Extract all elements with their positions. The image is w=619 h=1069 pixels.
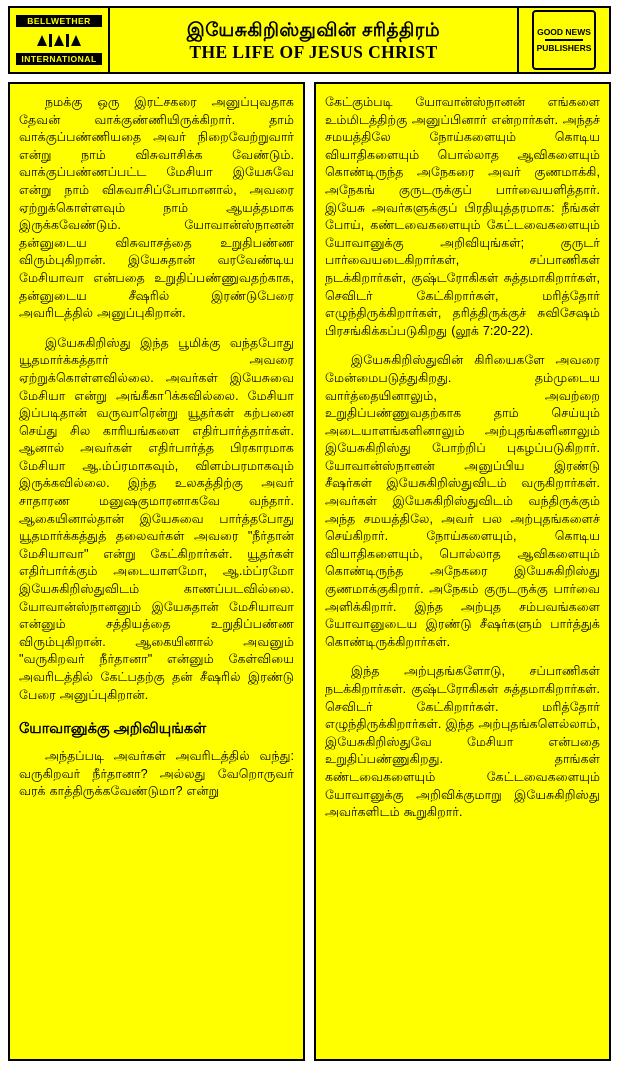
page-title-tamil: இயேசுகிறிஸ்துவின் சரித்திரம் — [186, 19, 441, 40]
page-title — [110, 8, 517, 72]
torch-icon — [16, 28, 102, 52]
paragraph: நமக்கு ஒரு இரட்சகரை அனுப்புவதாக தேவன் வாக்குண்ணியிருக்கிறார். தாம் வாக்குப்பண்ணியதை அவர் நிறைவேற்றுவார் என்று நாம் விசுவாசிக்க வேண்டும். வாக்குப்பண்ணப்பட்ட மேசியா இயேசுவே என்று நாம் விசுவாசிப்போமானால், அவரை ஏற்றுக்கொள்ளவும் நாம் ஆயத்தமாக இருக்கவேண்டும். யோவான்ஸ்நானன் தன்னுடைய விசுவாசத்தை உறுதிபண்ண விரும்புகிறான். இயேசுதான் வரவேண்டிய மேசியாவா என்பதை உறுதிப்பண்ணுவதற்காக, தன்னுடைய சீஷரில் இரண்டுபேரை அவரிடத்தில் அனுப்புகிறான். — [19, 95, 294, 321]
paragraph: அந்தப்படி அவர்கள் அவரிடத்தில் வந்து: வருகிறவர் நீர்தானா? அல்லது வேறொருவர் வரக் காத்திருக்கவேண்டுமா? என்று — [19, 749, 294, 799]
paragraph: இயேசுகிறிஸ்துவின் கிரியைகளே அவரை மேன்மைபடுத்துகிறது. தம்முடைய வார்த்தையினாலும், அவற்றை உறுதிப்பண்ணுவதற்காக தாம் செய்யும் அடையாளங்களினாலும் அற்புதங்களினாலும் இயேசுகிறிஸ்து போற்றிப் புகழப்படுகிறார். யோவான்ஸ்நானன் அனுப்பிய இரண்டு சீஷர்கள் இயேசுகிறிஸ்துவிடம் வருகிறார்கள். அவர்கள் இயேசுகிறிஸ்துவிடம் வந்திருக்கும் அந்த சமயத்திலே, அவர் பல அற்புதங்களைச் செய்கிறார். நோய்களையும், கொடிய வியாதிகளையும், பொல்லாத ஆவிகளையும் கொண்டிருந்த அநேகரை இயேசுகிறிஸ்து குணமாக்குகிறார். அநேகம் குருடருக்கு பார்வை அளிக்கிறார். இந்த அற்புத சம்பவங்களை யோவானுடைய இரண்டு சீஷர்களும் பார்த்துக் கொண்டிருக்கிறார்கள். — [325, 353, 600, 649]
good-news-publishers-logo — [517, 8, 609, 72]
logo-right-line2: PUBLISHERS — [536, 43, 592, 53]
logo-right-line1: GOOD NEWS — [537, 27, 591, 37]
page-title-english: THE LIFE OF JESUS CHRIST — [189, 42, 438, 62]
page-header — [8, 6, 611, 74]
right-text-column — [314, 82, 611, 1061]
logo-left-line2: INTERNATIONAL — [16, 53, 102, 65]
bellwether-international-logo — [10, 8, 110, 72]
left-text-column — [8, 82, 305, 1061]
paragraph: இயேசுகிறிஸ்து இந்த பூமிக்கு வந்தபோது யூதமார்க்கத்தார் அவரை ஏற்றுக்கொள்ளவில்லை. அவர்கள் இயேசுவை மேசியா என்று அங்கீகாிக்கவில்லை. மேசியா இப்படிதான் வருவாரென்று யூதர்கள் கற்பனை செய்து சில காரியங்களை எதிர்பார்த்தார்கள். ஆனால் அவர்கள் எதிர்பார்த்த பிரகாரமாக மேசியா ஆ.ம்ப்ரமாகவும், விளம்பரமாகவும் இருக்கவில்லை. இந்த உலகத்திற்கு அவர் சாதாரண மனுஷகுமாரனாகவே வந்தார். ஆகையினால்தான் இயேசுவை பார்த்தபோது யூதமார்க்கத்துத் தலைவர்கள் அவரை "நீர்தான் மேசியாவா" என்று கேட்கிறார்கள். யூதர்கள் எதிர்பார்க்கும் அடையாளமோ, ஆ.ம்ப்ரமோ இயேசுகிறிஸ்துவிடம் காணப்படவில்லை. யோவான்ஸ்நானனும் இயேசுதான் மேசியாவா என்னும் சத்தியத்தை உறுதிப்பண்ண விரும்புகிறான். ஆகையினால் அவனும் "வருகிறவர் நீர்தானா" என்னும் கேள்வியை அவரிடத்தில் கேட்பதற்கு தன் சீஷரில் இரண்டு பேரை அனுப்புகிறான். — [19, 335, 294, 702]
logo-divider — [545, 39, 583, 41]
section-heading: யோவானுக்கு அறிவியுங்கள் — [19, 721, 207, 738]
paragraph: கேட்கும்படி யோவான்ஸ்நானன் எங்களை உம்மிடத்திற்கு அனுப்பினார் என்றார்கள். அந்தச் சமயத்திலே நோய்களையும் கொடிய வியாதிகளையும் பொல்லாத ஆவிகளையும் கொண்டிருந்த அநேகரை அவர் குணமாக்கி, அநேகங் குருடருக்குப் பார்வையளித்தார். இயேசு அவர்களுக்குப் பிரதியுத்தரமாக: நீங்கள் போய், கண்டவைகளையும் கேட்டவைகளையும் யோவானுக்கு அறிவியுங்கள்; குருடர் பார்வையடைகிறார்கள், சப்பாணிகள் நடக்கிறார்கள், குஷ்டரோகிகள் சுத்தமாகிறார்கள், செவிடர் கேட்கிறார்கள், மரித்தோர் எழுந்திருக்கிறார்கள், தரித்திருக்குச் சுவிசேஷம் பிரசங்கிக்கப்படுகிறது (லூக் 7:20-22). — [325, 95, 600, 338]
book-icon — [532, 10, 596, 70]
logo-left-line1: BELLWETHER — [16, 15, 102, 27]
paragraph: இந்த அற்புதங்களோடு, சப்பாணிகள் நடக்கிறார்கள். குஷ்டரோகிகள் சுத்தமாகிறார்கள். செவிடர் கேட்கிறார்கள். மரித்தோர் எழுந்திருக்கிறார்கள். இந்த அற்புதங்களெல்லாம், இயேசுகிறிஸ்துவே மேசியா என்பதை உறுதிப்பண்ணுகிறது. தாங்கள் கண்டவைகளையும் கேட்டவைகளையும் யோவானுக்கு அறிவிக்குமாறு இயேசுகிறிஸ்து அவர்களிடம் கூறுகிறார். — [325, 664, 600, 820]
